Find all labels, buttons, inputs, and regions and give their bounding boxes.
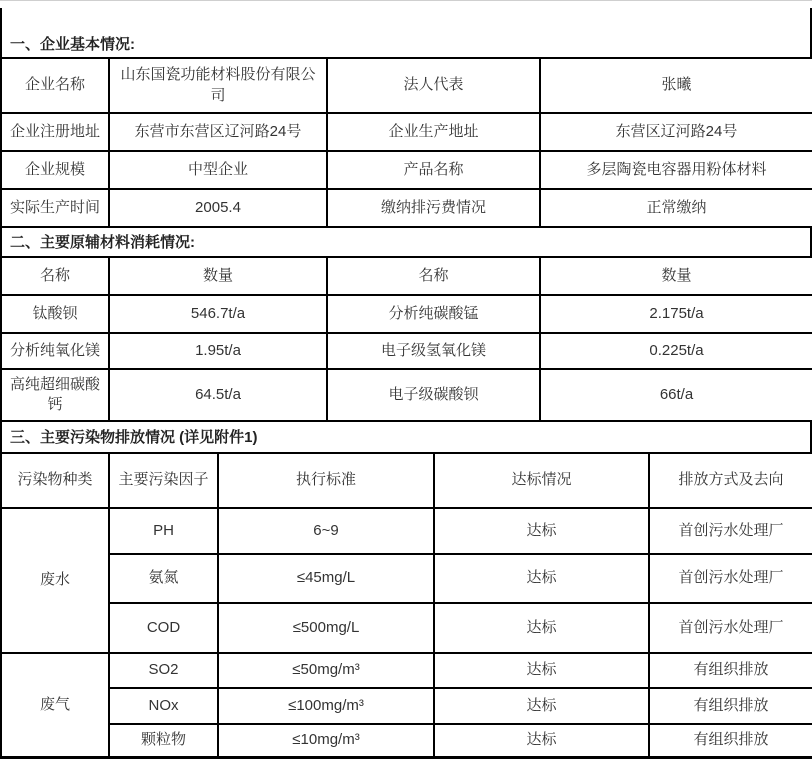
header-cell: 执行标准: [218, 453, 434, 508]
cell-destination: 首创污水处理厂: [649, 554, 812, 603]
cell-material-name: 分析纯氧化镁: [1, 333, 109, 369]
header-cell: 名称: [327, 257, 540, 295]
table-row: [1, 113, 812, 151]
cell-value: 张曦: [540, 58, 812, 113]
header-cell: 污染物种类: [1, 453, 109, 508]
cell-status: 达标: [434, 554, 649, 603]
cell-standard: ≤500mg/L: [218, 603, 434, 653]
section1-title: 一、企业基本情况:: [0, 8, 812, 57]
table-row: [1, 603, 812, 653]
table-row: [1, 653, 812, 688]
cell-value: 中型企业: [109, 151, 327, 189]
cell-destination: 首创污水处理厂: [649, 508, 812, 554]
section3-title: 三、主要污染物排放情况 (详见附件1): [0, 422, 812, 452]
cell-label: 企业名称: [1, 58, 109, 113]
cell-destination: 首创污水处理厂: [649, 603, 812, 653]
cell-status: 达标: [434, 603, 649, 653]
header-cell: 达标情况: [434, 453, 649, 508]
cell-value: 正常缴纳: [540, 189, 812, 227]
cell-value: 多层陶瓷电容器用粉体材料: [540, 151, 812, 189]
top-divider: [0, 0, 812, 1]
cell-material-name: 电子级氢氧化镁: [327, 333, 540, 369]
cell-label: 法人代表: [327, 58, 540, 113]
cell-standard: ≤45mg/L: [218, 554, 434, 603]
cell-factor: SO2: [109, 653, 218, 688]
table-row: [1, 151, 812, 189]
table-row: [1, 189, 812, 227]
cell-label: 产品名称: [327, 151, 540, 189]
table-header-row: [1, 257, 812, 295]
company-info-table: [0, 57, 812, 228]
cell-destination: 有组织排放: [649, 724, 812, 757]
cell-quantity: 66t/a: [540, 369, 812, 421]
cell-value: 山东国瓷功能材料股份有限公司: [109, 58, 327, 113]
table-row: [1, 508, 812, 554]
header-cell: 排放方式及去向: [649, 453, 812, 508]
cell-status: 达标: [434, 653, 649, 688]
cell-factor: COD: [109, 603, 218, 653]
header-cell: 主要污染因子: [109, 453, 218, 508]
cell-destination: 有组织排放: [649, 653, 812, 688]
header-cell: 数量: [109, 257, 327, 295]
cell-label: 企业生产地址: [327, 113, 540, 151]
cell-value: 2005.4: [109, 189, 327, 227]
table-row: [1, 554, 812, 603]
cell-label: 实际生产时间: [1, 189, 109, 227]
table-header-row: [1, 453, 812, 508]
cell-value: 东营市东营区辽河路24号: [109, 113, 327, 151]
cell-factor: 氨氮: [109, 554, 218, 603]
table-row: [1, 369, 812, 421]
table-row: [1, 688, 812, 724]
cell-quantity: 546.7t/a: [109, 295, 327, 333]
cell-value: 东营区辽河路24号: [540, 113, 812, 151]
materials-table: [0, 256, 812, 422]
document-body: [0, 8, 812, 759]
cell-material-name: 分析纯碳酸锰: [327, 295, 540, 333]
table-row: [1, 724, 812, 757]
cell-standard: ≤100mg/m³: [218, 688, 434, 724]
table-row: [1, 333, 812, 369]
table-row: [1, 58, 812, 113]
cell-label: 企业规模: [1, 151, 109, 189]
cell-status: 达标: [434, 688, 649, 724]
cell-quantity: 1.95t/a: [109, 333, 327, 369]
cell-status: 达标: [434, 724, 649, 757]
cell-standard: 6~9: [218, 508, 434, 554]
cell-material-name: 电子级碳酸钡: [327, 369, 540, 421]
cell-quantity: 64.5t/a: [109, 369, 327, 421]
header-cell: 数量: [540, 257, 812, 295]
cell-quantity: 0.225t/a: [540, 333, 812, 369]
cell-factor: NOx: [109, 688, 218, 724]
cell-quantity: 2.175t/a: [540, 295, 812, 333]
cell-standard: ≤10mg/m³: [218, 724, 434, 757]
cell-label: 缴纳排污费情况: [327, 189, 540, 227]
cell-status: 达标: [434, 508, 649, 554]
cell-factor: PH: [109, 508, 218, 554]
cell-label: 企业注册地址: [1, 113, 109, 151]
table-row: [1, 295, 812, 333]
cell-pollutant-type: 废水: [1, 508, 109, 653]
cell-pollutant-type: 废气: [1, 653, 109, 757]
cell-factor: 颗粒物: [109, 724, 218, 757]
emissions-table: [0, 452, 812, 759]
cell-destination: 有组织排放: [649, 688, 812, 724]
cell-material-name: 钛酸钡: [1, 295, 109, 333]
cell-standard: ≤50mg/m³: [218, 653, 434, 688]
cell-material-name: 高纯超细碳酸钙: [1, 369, 109, 421]
header-cell: 名称: [1, 257, 109, 295]
section2-title: 二、主要原辅材料消耗情况:: [0, 228, 812, 256]
